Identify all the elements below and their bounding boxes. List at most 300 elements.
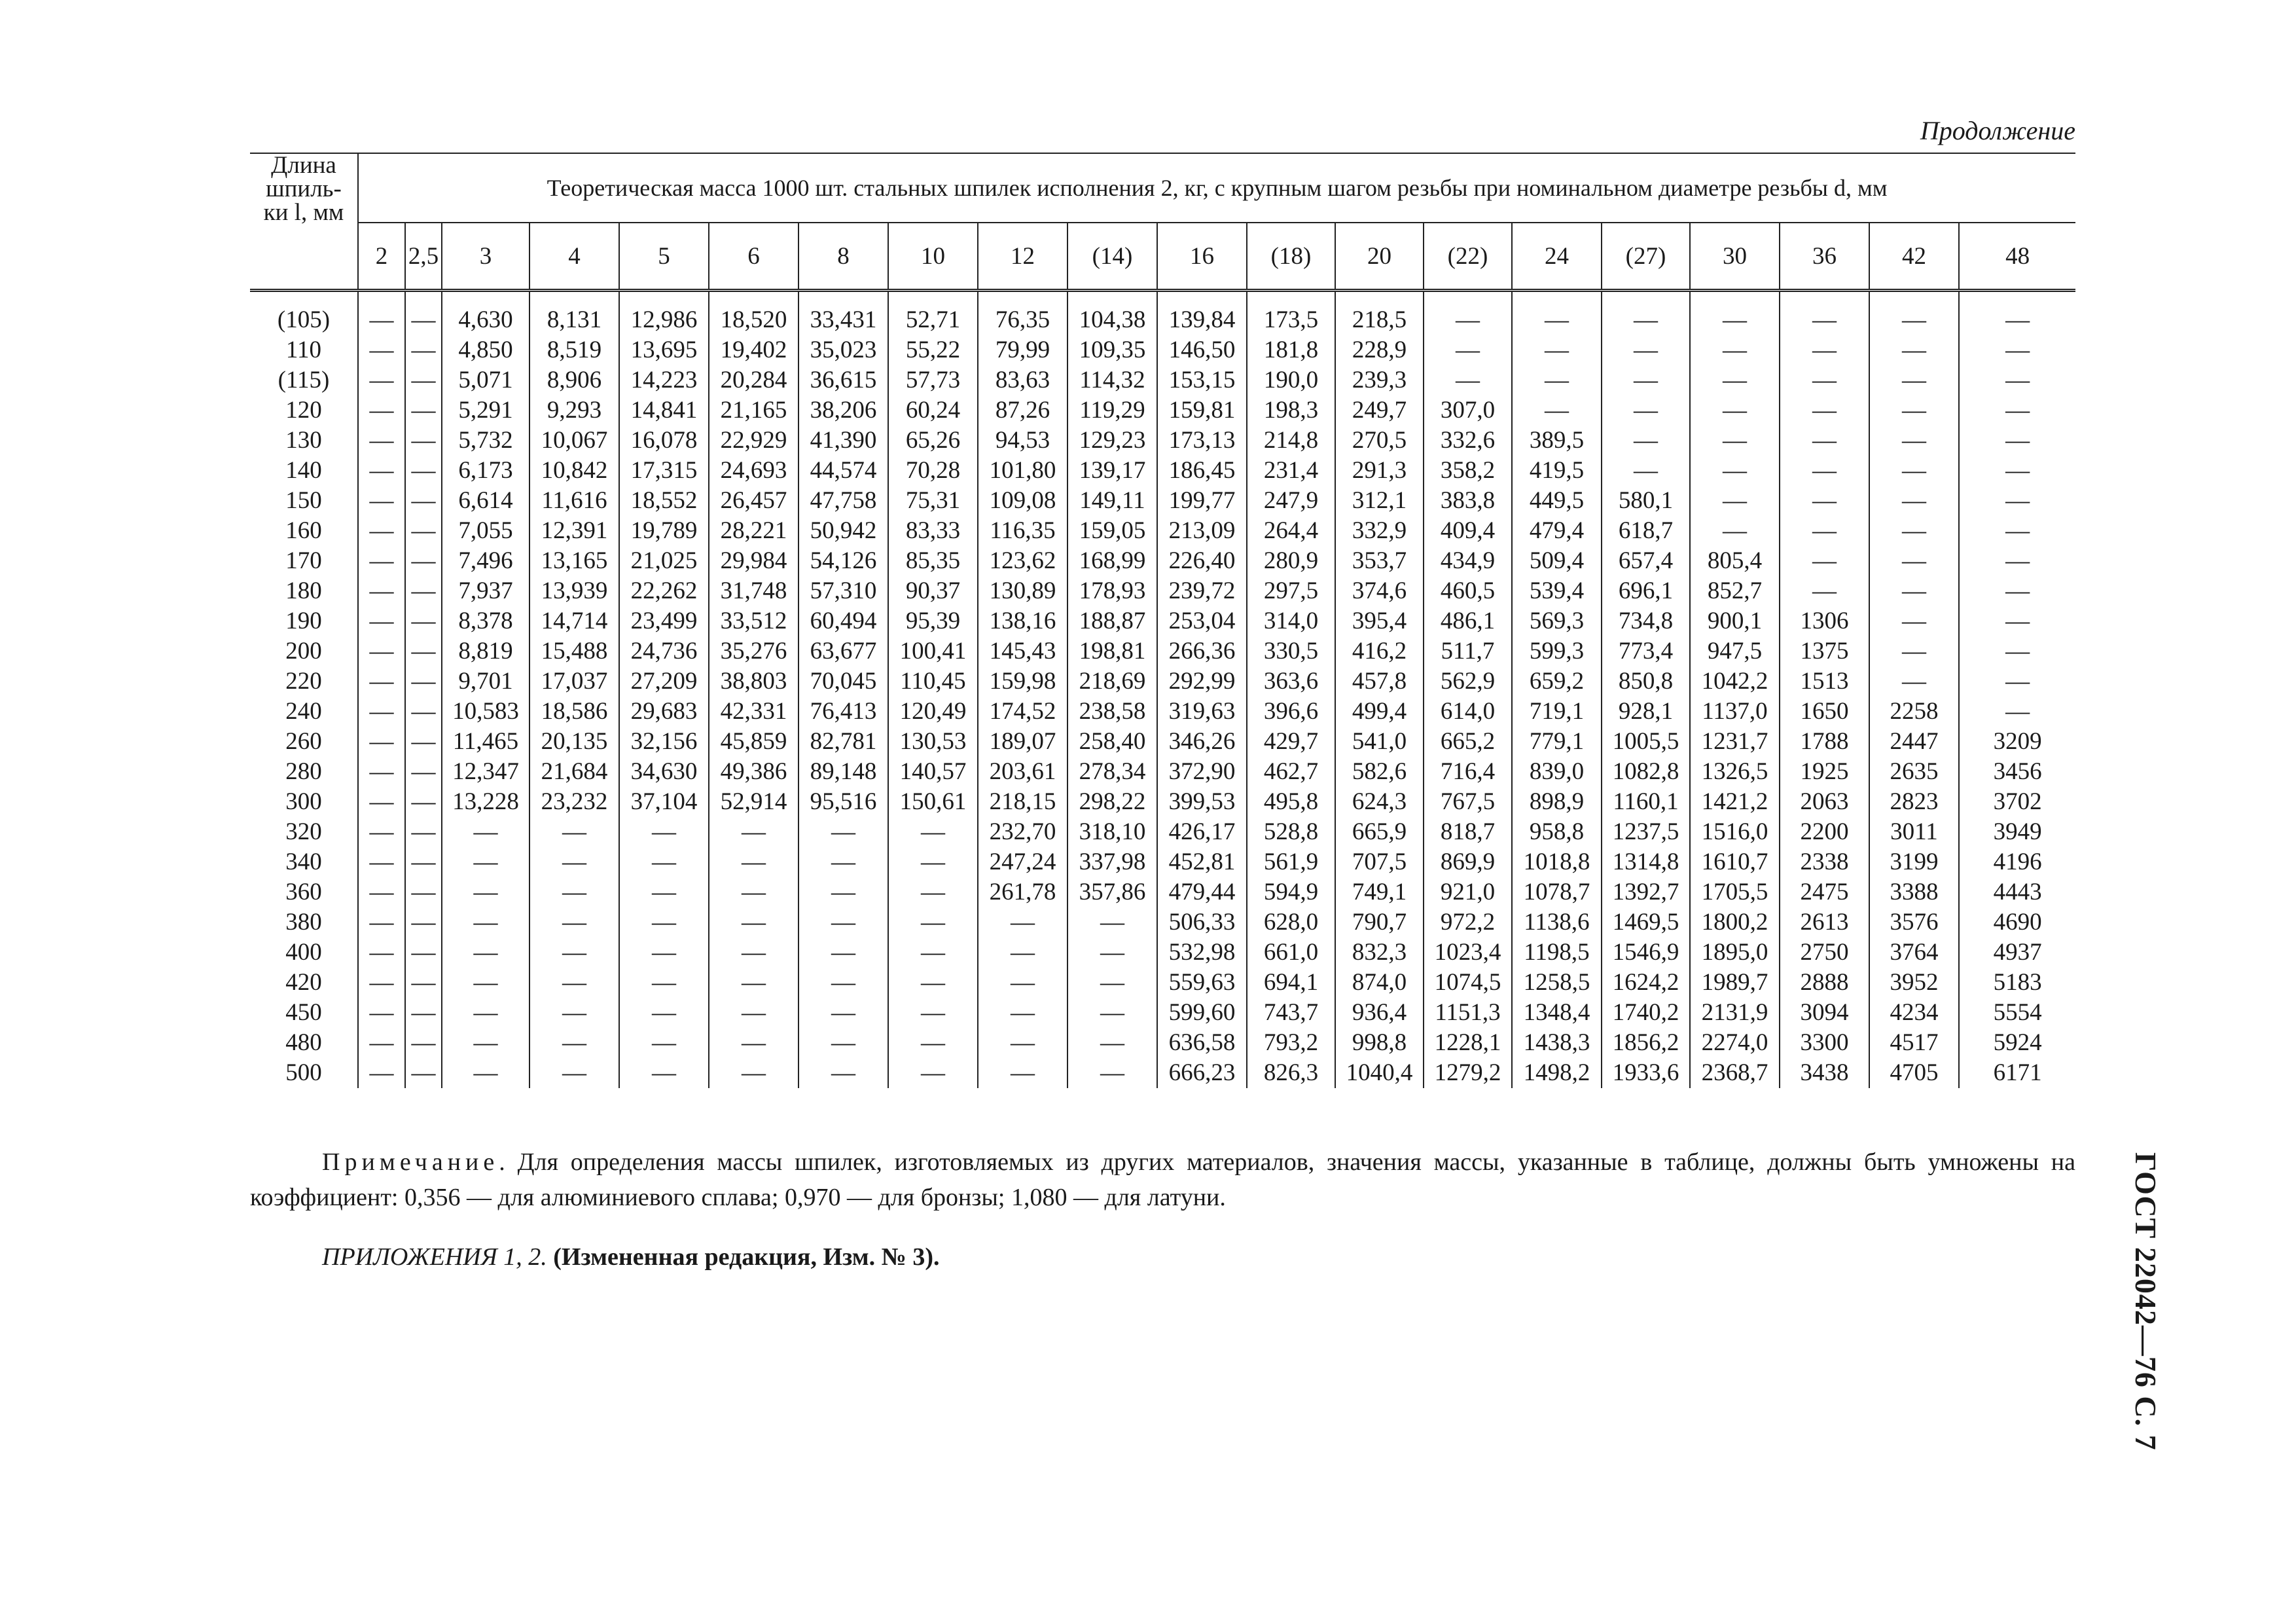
mass-cell: — xyxy=(529,938,619,968)
mass-cell: 346,26 xyxy=(1157,727,1247,757)
length-column-header xyxy=(250,153,358,291)
mass-cell: — xyxy=(709,907,798,938)
length-cell: 300 xyxy=(250,787,358,817)
mass-cell: 395,4 xyxy=(1335,606,1424,636)
mass-cell: 5,071 xyxy=(442,365,529,395)
mass-cell: — xyxy=(888,907,978,938)
mass-cell: 1160,1 xyxy=(1602,787,1690,817)
mass-cell: 614,0 xyxy=(1424,697,1512,727)
mass-cell: 569,3 xyxy=(1512,606,1602,636)
mass-cell: 1348,4 xyxy=(1512,998,1602,1028)
mass-cell: 70,045 xyxy=(798,666,888,697)
mass-cell: 337,98 xyxy=(1067,847,1157,877)
mass-cell: — xyxy=(1780,395,1869,426)
mass-cell: — xyxy=(619,877,709,907)
mass-cell: 1650 xyxy=(1780,697,1869,727)
mass-cell: 486,1 xyxy=(1424,606,1512,636)
mass-cell: 2368,7 xyxy=(1690,1058,1780,1088)
mass-cell: 1237,5 xyxy=(1602,817,1690,847)
mass-cell: — xyxy=(2005,487,2030,514)
mass-cell: 168,99 xyxy=(1067,546,1157,576)
mass-cell: 130,53 xyxy=(888,727,978,757)
mass-cell: 228,9 xyxy=(1335,335,1424,365)
mass-cell: — xyxy=(405,335,442,365)
mass-cell: 173,13 xyxy=(1157,426,1247,456)
mass-cell: 49,386 xyxy=(709,757,798,787)
mass-cell: 409,4 xyxy=(1424,516,1512,546)
mass-cell: 114,32 xyxy=(1067,365,1157,395)
mass-cell: 839,0 xyxy=(1512,757,1602,787)
mass-cell: — xyxy=(798,817,888,847)
mass-cell: — xyxy=(529,998,619,1028)
mass-cell: — xyxy=(1690,426,1780,456)
mass-cell: 116,35 xyxy=(978,516,1067,546)
mass-cell: 57,310 xyxy=(798,576,888,606)
mass-cell: 3952 xyxy=(1869,968,1959,998)
mass-cell: — xyxy=(1869,456,1959,486)
mass-cell: — xyxy=(2005,397,2030,424)
mass-cell: 23,232 xyxy=(529,787,619,817)
mass-cell: — xyxy=(405,576,442,606)
mass-cell: — xyxy=(2005,638,2030,665)
mass-cell: 6,614 xyxy=(442,486,529,516)
mass-cell: 449,5 xyxy=(1512,486,1602,516)
mass-cell: 396,6 xyxy=(1247,697,1335,727)
mass-cell: — xyxy=(405,395,442,426)
mass-cell: — xyxy=(358,335,405,365)
mass-cell: 159,81 xyxy=(1157,395,1247,426)
mass-cell: 203,61 xyxy=(978,757,1067,787)
mass-cell: 1279,2 xyxy=(1424,1058,1512,1088)
mass-cell: — xyxy=(1512,305,1602,335)
mass-cell: — xyxy=(888,877,978,907)
mass-cell: 33,431 xyxy=(798,305,888,335)
mass-cell: 149,11 xyxy=(1067,486,1157,516)
diameter-header: 48 xyxy=(1959,223,2075,291)
mass-cell: 22,929 xyxy=(709,426,798,456)
mass-cell: 12,986 xyxy=(619,305,709,335)
mass-cell: — xyxy=(442,817,529,847)
mass-cell: 3209 xyxy=(1993,728,2042,755)
mass-cell: 292,99 xyxy=(1157,666,1247,697)
mass-cell: 35,276 xyxy=(709,636,798,666)
mass-cell: 76,413 xyxy=(798,697,888,727)
mass-cell: — xyxy=(1780,456,1869,486)
length-cell: (115) xyxy=(250,365,358,395)
mass-cell: — xyxy=(1869,365,1959,395)
mass-cell: — xyxy=(405,426,442,456)
mass-cell: — xyxy=(358,877,405,907)
mass-cell: — xyxy=(405,907,442,938)
table-row xyxy=(250,666,2075,697)
mass-cell: — xyxy=(1869,426,1959,456)
mass-cell: 1788 xyxy=(1780,727,1869,757)
mass-cell: — xyxy=(1067,998,1157,1028)
mass-cell: 1314,8 xyxy=(1602,847,1690,877)
mass-cell: — xyxy=(798,877,888,907)
mass-cell: 54,126 xyxy=(798,546,888,576)
mass-cell: — xyxy=(358,938,405,968)
mass-cell: 1610,7 xyxy=(1690,847,1780,877)
mass-cell: — xyxy=(358,907,405,938)
mass-cell: 24,736 xyxy=(619,636,709,666)
diameter-header: (18) xyxy=(1247,223,1335,291)
mass-cell: 869,9 xyxy=(1424,847,1512,877)
mass-cell: 23,499 xyxy=(619,606,709,636)
mass-cell: — xyxy=(358,666,405,697)
mass-cell: — xyxy=(1869,486,1959,516)
mass-cell: 13,165 xyxy=(529,546,619,576)
mass-cell: 10,067 xyxy=(529,426,619,456)
diameter-header: 10 xyxy=(888,223,978,291)
mass-cell: — xyxy=(619,1028,709,1058)
mass-cell: — xyxy=(358,395,405,426)
mass-cell: — xyxy=(405,968,442,998)
mass-cell: 189,07 xyxy=(978,727,1067,757)
table-caption: Теоретическая масса 1000 шт. стальных шпилек исполнения 2, кг, с крупным шагом резьбы при номинальном диаметре резьбы d, мм xyxy=(358,153,2075,223)
mass-cell: 9,701 xyxy=(442,666,529,697)
mass-cell: — xyxy=(619,938,709,968)
mass-table-container xyxy=(250,153,2075,1088)
table-row xyxy=(250,787,2075,817)
mass-cell: 657,4 xyxy=(1602,546,1690,576)
mass-cell: 198,3 xyxy=(1247,395,1335,426)
mass-cell: 928,1 xyxy=(1602,697,1690,727)
mass-cell: — xyxy=(798,998,888,1028)
mass-cell: 1516,0 xyxy=(1690,817,1780,847)
mass-cell: 694,1 xyxy=(1247,968,1335,998)
mass-cell: 1137,0 xyxy=(1690,697,1780,727)
mass-cell: — xyxy=(529,1058,619,1088)
mass-cell: — xyxy=(1869,576,1959,606)
mass-cell: — xyxy=(358,426,405,456)
mass-cell: 45,859 xyxy=(709,727,798,757)
mass-cell: 357,86 xyxy=(1067,877,1157,907)
mass-cell: — xyxy=(798,1058,888,1088)
mass-cell: 104,38 xyxy=(1067,305,1157,335)
mass-cell: — xyxy=(1424,365,1512,395)
mass-cell: 1800,2 xyxy=(1690,907,1780,938)
mass-cell: — xyxy=(2005,367,2030,393)
mass-cell: — xyxy=(1424,305,1512,335)
mass-cell: — xyxy=(619,1058,709,1088)
mass-cell: 767,5 xyxy=(1424,787,1512,817)
mass-cell: 1513 xyxy=(1780,666,1869,697)
mass-cell: — xyxy=(2005,698,2030,725)
mass-cell: 214,8 xyxy=(1247,426,1335,456)
mass-cell: — xyxy=(798,968,888,998)
mass-cell: 238,58 xyxy=(1067,697,1157,727)
mass-cell: 1306 xyxy=(1780,606,1869,636)
mass-cell: 19,402 xyxy=(709,335,798,365)
mass-cell: 83,63 xyxy=(978,365,1067,395)
mass-cell: — xyxy=(405,546,442,576)
mass-cell: 460,5 xyxy=(1424,576,1512,606)
mass-cell: — xyxy=(709,847,798,877)
mass-cell: 258,40 xyxy=(1067,727,1157,757)
mass-cell: 4690 xyxy=(1993,909,2042,936)
mass-cell: 100,41 xyxy=(888,636,978,666)
mass-cell: 188,87 xyxy=(1067,606,1157,636)
mass-cell: — xyxy=(358,486,405,516)
mass-cell: 109,35 xyxy=(1067,335,1157,365)
mass-cell: 852,7 xyxy=(1690,576,1780,606)
mass-cell: — xyxy=(442,998,529,1028)
mass-cell: 3094 xyxy=(1780,998,1869,1028)
mass-cell: — xyxy=(709,1058,798,1088)
mass-cell: 1078,7 xyxy=(1512,877,1602,907)
mass-cell: — xyxy=(978,968,1067,998)
table-row xyxy=(250,395,2075,426)
mass-cell: 1042,2 xyxy=(1690,666,1780,697)
table-row xyxy=(250,426,2075,456)
mass-cell: 261,78 xyxy=(978,877,1067,907)
mass-cell: — xyxy=(2005,668,2030,695)
length-header-line: Длина xyxy=(271,152,336,179)
mass-cell: 65,26 xyxy=(888,426,978,456)
diameter-header-row xyxy=(250,223,2075,291)
mass-cell: 363,6 xyxy=(1247,666,1335,697)
mass-cell: 232,70 xyxy=(978,817,1067,847)
mass-cell: 559,63 xyxy=(1157,968,1247,998)
length-cell: 180 xyxy=(250,576,358,606)
mass-cell: 419,5 xyxy=(1512,456,1602,486)
mass-table xyxy=(250,153,2075,1088)
mass-cell: 15,488 xyxy=(529,636,619,666)
mass-cell: 5924 xyxy=(1993,1029,2042,1056)
mass-cell: 1856,2 xyxy=(1602,1028,1690,1058)
mass-cell: — xyxy=(358,1058,405,1088)
mass-cell: — xyxy=(1869,395,1959,426)
mass-cell: 41,390 xyxy=(798,426,888,456)
mass-cell: — xyxy=(358,365,405,395)
mass-cell: 47,758 xyxy=(798,486,888,516)
mass-cell: — xyxy=(888,998,978,1028)
mass-cell: 16,078 xyxy=(619,426,709,456)
mass-cell: 900,1 xyxy=(1690,606,1780,636)
mass-cell: 5,291 xyxy=(442,395,529,426)
mass-cell: 972,2 xyxy=(1424,907,1512,938)
mass-cell: 1074,5 xyxy=(1424,968,1512,998)
mass-cell: 495,8 xyxy=(1247,787,1335,817)
note-label: Примечание xyxy=(322,1148,499,1176)
mass-cell: — xyxy=(405,666,442,697)
mass-cell: 218,5 xyxy=(1335,305,1424,335)
length-header-line: ки l, мм xyxy=(263,199,344,226)
length-cell: 380 xyxy=(250,907,358,938)
diameter-header: 12 xyxy=(978,223,1067,291)
mass-cell: 94,53 xyxy=(978,426,1067,456)
mass-cell: 1018,8 xyxy=(1512,847,1602,877)
mass-cell: 50,942 xyxy=(798,516,888,546)
mass-cell: 226,40 xyxy=(1157,546,1247,576)
length-cell: 260 xyxy=(250,727,358,757)
mass-cell: 123,62 xyxy=(978,546,1067,576)
mass-cell: 3456 xyxy=(1993,758,2042,785)
mass-cell: 5183 xyxy=(1993,969,2042,996)
mass-cell: — xyxy=(1067,907,1157,938)
mass-cell: — xyxy=(798,938,888,968)
length-cell: 400 xyxy=(250,938,358,968)
mass-cell: — xyxy=(709,938,798,968)
mass-cell: 743,7 xyxy=(1247,998,1335,1028)
mass-cell: 599,60 xyxy=(1157,998,1247,1028)
mass-cell: 2613 xyxy=(1780,907,1869,938)
mass-cell: — xyxy=(1424,335,1512,365)
mass-cell: — xyxy=(1869,335,1959,365)
mass-cell: — xyxy=(1869,666,1959,697)
mass-cell: — xyxy=(358,998,405,1028)
mass-cell: 190,0 xyxy=(1247,365,1335,395)
mass-cell: 10,583 xyxy=(442,697,529,727)
mass-cell: 27,209 xyxy=(619,666,709,697)
mass-cell: 3949 xyxy=(1993,818,2042,845)
diameter-header: 4 xyxy=(529,223,619,291)
table-row xyxy=(250,847,2075,877)
mass-cell: — xyxy=(405,1058,442,1088)
mass-cell: 20,135 xyxy=(529,727,619,757)
note-paragraph xyxy=(250,1144,2075,1215)
mass-cell: 7,496 xyxy=(442,546,529,576)
mass-cell: 239,3 xyxy=(1335,365,1424,395)
mass-cell: 29,683 xyxy=(619,697,709,727)
note-text: . Для определения массы шпилек, изготовляемых из других материалов, значения массы, указанные в таблице, должны быть умножены на коэффициент: 0,356 — для алюминиевого сплава; 0,970 — для бронзы; 1,080 — для латуни. xyxy=(250,1148,2075,1211)
mass-cell: 332,6 xyxy=(1424,426,1512,456)
mass-cell: — xyxy=(1780,516,1869,546)
mass-cell: 32,156 xyxy=(619,727,709,757)
mass-cell: 599,3 xyxy=(1512,636,1602,666)
mass-cell: 805,4 xyxy=(1690,546,1780,576)
mass-cell: 13,939 xyxy=(529,576,619,606)
mass-cell: 2200 xyxy=(1780,817,1869,847)
mass-cell: — xyxy=(2005,427,2030,454)
mass-cell: — xyxy=(798,1028,888,1058)
mass-cell: — xyxy=(978,907,1067,938)
mass-cell: 101,80 xyxy=(978,456,1067,486)
diameter-header: 5 xyxy=(619,223,709,291)
mass-cell: — xyxy=(442,847,529,877)
mass-cell: — xyxy=(709,817,798,847)
mass-cell: 319,63 xyxy=(1157,697,1247,727)
mass-cell: 150,61 xyxy=(888,787,978,817)
mass-cell: — xyxy=(709,998,798,1028)
mass-cell: — xyxy=(1869,636,1959,666)
mass-cell: 790,7 xyxy=(1335,907,1424,938)
mass-cell: 52,914 xyxy=(709,787,798,817)
length-cell: 160 xyxy=(250,516,358,546)
mass-cell: — xyxy=(2005,547,2030,574)
diameter-header: 24 xyxy=(1512,223,1602,291)
mass-cell: 1498,2 xyxy=(1512,1058,1602,1088)
mass-cell: — xyxy=(358,697,405,727)
length-cell: 360 xyxy=(250,877,358,907)
mass-cell: — xyxy=(1780,546,1869,576)
mass-cell: 297,5 xyxy=(1247,576,1335,606)
table-row xyxy=(250,907,2075,938)
mass-cell: 247,9 xyxy=(1247,486,1335,516)
mass-cell: 218,15 xyxy=(978,787,1067,817)
length-cell: 420 xyxy=(250,968,358,998)
mass-cell: — xyxy=(442,1058,529,1088)
length-cell: 450 xyxy=(250,998,358,1028)
mass-cell: — xyxy=(358,968,405,998)
mass-cell: 850,8 xyxy=(1602,666,1690,697)
mass-cell: — xyxy=(888,817,978,847)
mass-cell: 666,23 xyxy=(1157,1058,1247,1088)
mass-cell: — xyxy=(405,787,442,817)
mass-cell: 8,519 xyxy=(529,335,619,365)
mass-cell: — xyxy=(619,998,709,1028)
mass-cell: 140,57 xyxy=(888,757,978,787)
mass-cell: 661,0 xyxy=(1247,938,1335,968)
mass-cell: 280,9 xyxy=(1247,546,1335,576)
mass-cell: — xyxy=(358,727,405,757)
mass-cell: 2823 xyxy=(1869,787,1959,817)
diameter-header: 42 xyxy=(1869,223,1959,291)
mass-cell: — xyxy=(888,847,978,877)
mass-cell: 18,586 xyxy=(529,697,619,727)
mass-cell: — xyxy=(978,1028,1067,1058)
mass-cell: — xyxy=(888,938,978,968)
mass-cell: 5554 xyxy=(1993,999,2042,1026)
mass-cell: 247,24 xyxy=(978,847,1067,877)
mass-cell: 28,221 xyxy=(709,516,798,546)
mass-cell: 218,69 xyxy=(1067,666,1157,697)
mass-cell: 532,98 xyxy=(1157,938,1247,968)
mass-cell: 109,08 xyxy=(978,486,1067,516)
mass-cell: 1040,4 xyxy=(1335,1058,1424,1088)
table-row xyxy=(250,636,2075,666)
mass-cell: 44,574 xyxy=(798,456,888,486)
length-cell: 170 xyxy=(250,546,358,576)
mass-cell: 511,7 xyxy=(1424,636,1512,666)
mass-cell: 13,695 xyxy=(619,335,709,365)
mass-cell: 2447 xyxy=(1869,727,1959,757)
mass-cell: — xyxy=(709,1028,798,1058)
mass-cell: 38,206 xyxy=(798,395,888,426)
mass-cell: 76,35 xyxy=(978,305,1067,335)
mass-cell: 145,43 xyxy=(978,636,1067,666)
table-row xyxy=(250,365,2075,395)
mass-cell: 11,616 xyxy=(529,486,619,516)
table-row xyxy=(250,456,2075,486)
table-row xyxy=(250,817,2075,847)
mass-cell: 60,494 xyxy=(798,606,888,636)
mass-cell: 2258 xyxy=(1869,697,1959,727)
mass-cell: — xyxy=(405,516,442,546)
mass-cell: 374,6 xyxy=(1335,576,1424,606)
mass-cell: — xyxy=(1067,938,1157,968)
mass-cell: 17,315 xyxy=(619,456,709,486)
mass-cell: — xyxy=(405,486,442,516)
mass-cell: 60,24 xyxy=(888,395,978,426)
diameter-header: 16 xyxy=(1157,223,1247,291)
mass-cell: 57,73 xyxy=(888,365,978,395)
mass-cell: 665,2 xyxy=(1424,727,1512,757)
mass-cell: — xyxy=(619,847,709,877)
mass-cell: 528,8 xyxy=(1247,817,1335,847)
mass-cell: 958,8 xyxy=(1512,817,1602,847)
mass-cell: — xyxy=(358,546,405,576)
mass-cell: 12,347 xyxy=(442,757,529,787)
table-row xyxy=(250,305,2075,335)
mass-cell: — xyxy=(1602,456,1690,486)
mass-cell: 159,05 xyxy=(1067,516,1157,546)
mass-cell: 665,9 xyxy=(1335,817,1424,847)
mass-cell: 479,44 xyxy=(1157,877,1247,907)
mass-cell: 1138,6 xyxy=(1512,907,1602,938)
mass-cell: 79,99 xyxy=(978,335,1067,365)
